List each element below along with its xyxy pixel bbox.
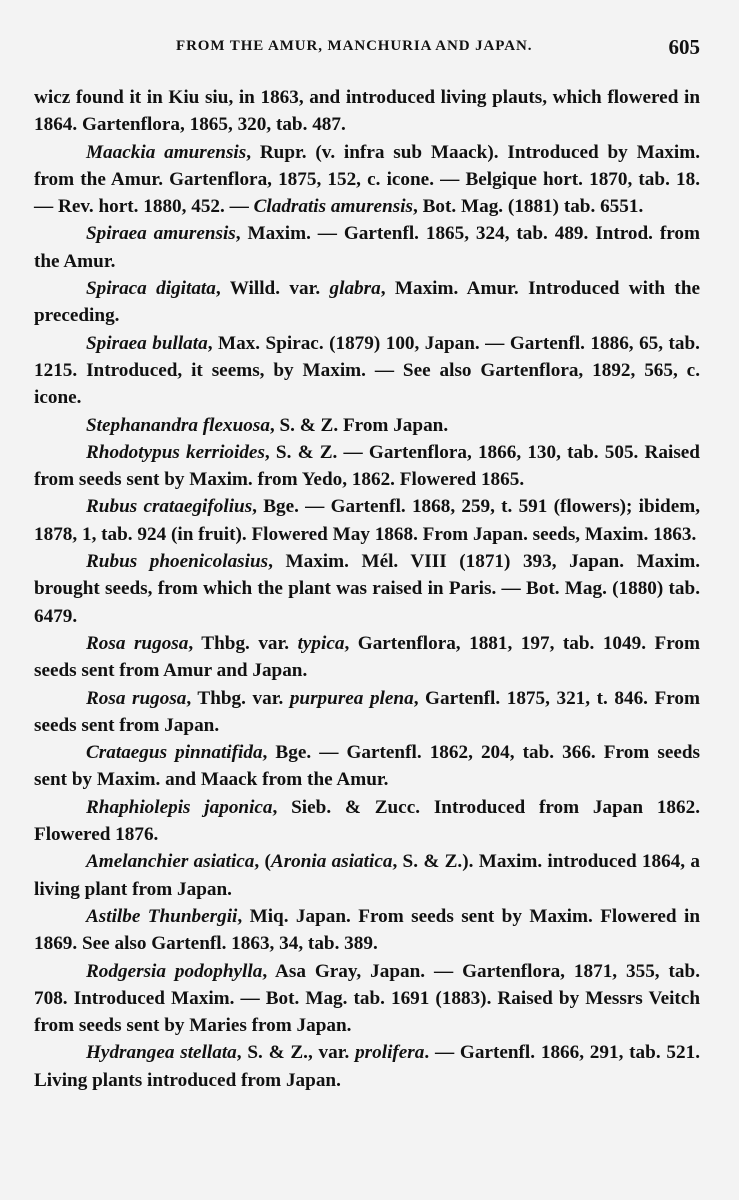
species-entry [34,139,700,221]
species-entry [34,220,700,275]
species-entry [34,685,700,740]
entry-text: , S. & Z. From Japan. [269,414,449,436]
entry-text: , S. & Z., var. [236,1042,356,1064]
entry-text: wicz found it in Kiu siu, in 1863, and introduced living plauts, which flowered in 1864. Gartenflora, 1865, 320, tab. 487. [34,87,700,136]
taxon-name: Rosa rugosa [86,632,189,654]
taxon-name: Stephanandra flexuosa [86,414,270,436]
taxon-name: Spiraea amurensis [86,223,236,245]
entry-text: , Maxim. Amur. Introduced with the preceding. [34,278,701,327]
taxon-name: Rodgersia podophylla [86,960,263,982]
taxon-name: Amelanchier asiatica [86,851,255,873]
species-entry [34,330,700,412]
species-entry [34,794,700,849]
entry-text: . — Gartenfl. 1866, 291, tab. 521. Living plants introduced from Japan. [34,1042,700,1091]
entry-text: , Maxim. — Gartenfl. 1865, 324, tab. 489. Introd. from the Amur. [34,223,700,272]
taxon-name: Spiraca digitata [86,278,216,300]
entry-text: , Bge. — Gartenfl. 1862, 204, tab. 366. From seeds sent by Maxim. and Maack from the Amur. [34,742,700,791]
entry-text: , Sieb. & Zucc. Introduced from Japan 1862. Flowered 1876. [34,796,700,846]
species-entry [34,903,700,958]
taxon-name: typica [297,632,345,654]
entry-text: , Gartenfl. 1875, 321, t. 846. From seeds sent from Japan. [34,687,700,736]
species-entry [34,739,700,794]
taxon-name: Spiraea bullata [86,332,208,354]
entry-text: , Thbg. var. [188,632,298,654]
taxon-name: Aronia asiatica [270,851,393,873]
taxon-name: Rhodotypus kerrioides [86,441,265,463]
taxon-name: Rhaphiolepis japonica [86,796,273,818]
entry-text: , Willd. var. [215,278,330,300]
taxon-name: Rubus crataegifolius [86,496,253,518]
entry-text: , Thbg. var. [186,687,290,709]
entry-text: , Asa Gray, Japan. — Gartenflora, 1871, 355, tab. 708. Introduced Maxim. — Bot. Mag. tab. 1691 (1883). Raised by Messrs Veitch from seeds sent by Maries from Japan. [34,960,700,1037]
species-entry [34,275,700,330]
taxon-name: Rosa rugosa [86,687,187,709]
species-entry [34,848,700,903]
running-head: FROM THE AMUR, MANCHURIA AND JAPAN. [176,38,533,54]
taxon-name: Astilbe Thunbergii [86,905,238,927]
species-entry [34,548,700,630]
entry-text: , Miq. Japan. From seeds sent by Maxim. Flowered in 1869. See also Gartenfl. 1863, 34, tab. 389. [34,905,700,955]
species-entry [34,630,700,685]
species-entry [34,1039,700,1094]
entry-text: , S. & Z. — Gartenflora, 1866, 130, tab. 505. Raised from seeds sent by Maxim. from Yedo, 1862. Flowered 1865. [34,441,700,491]
entry-text: , Gartenflora, 1881, 197, tab. 1049. From seeds sent from Amur and Japan. [34,632,700,682]
entry-text: , Max. Spirac. (1879) 100, Japan. — Gartenfl. 1886, 65, tab. 1215. Introduced, it seems, by Maxim. — See also Gartenflora, 1892, 565, c. icone. [34,332,700,409]
taxon-name: prolifera [355,1042,425,1064]
species-entry [34,493,700,548]
page-number: 605 [668,35,700,59]
page-header [34,35,700,66]
taxon-name: Crataegus pinnatifida [86,742,263,764]
taxon-name: Cladratis amurensis [253,196,414,218]
entry-text: , ( [254,851,271,873]
taxon-name: purpurea plena [289,687,414,709]
taxon-name: Hydrangea stellata [86,1042,237,1064]
entry-text: , S. & Z.). Maxim. introduced 1864, a living plant from Japan. [34,851,701,900]
entry-text: , Bot. Mag. (1881) tab. 6551. [413,196,644,218]
species-entry [34,412,700,439]
species-entry [34,958,700,1040]
entry-text: , Rupr. (v. infra sub Maack). Introduced by Maxim. from the Amur. Gartenflora, 1875, 152, c. icone. — Belgique hort. 1870, tab. 18. — Rev. hort. 1880, 452. — [34,141,700,218]
page-body [34,84,700,1094]
entry-text: , Bge. — Gartenfl. 1868, 259, t. 591 (flowers); ibidem, 1878, 1, tab. 924 (in fruit). Flowered May 1868. From Japan. seeds, Maxim. 1863. [34,496,700,545]
entry-text: , Maxim. Mél. VIII (1871) 393, Japan. Maxim. brought seeds, from which the plant was raised in Paris. — Bot. Mag. (1880) tab. 6479. [34,551,700,627]
taxon-name: Rubus phoenicolasius [86,551,269,573]
species-entry [34,439,700,494]
continued-paragraph [34,84,700,139]
taxon-name: glabra [329,278,381,300]
taxon-name: Maackia amurensis [86,141,247,163]
